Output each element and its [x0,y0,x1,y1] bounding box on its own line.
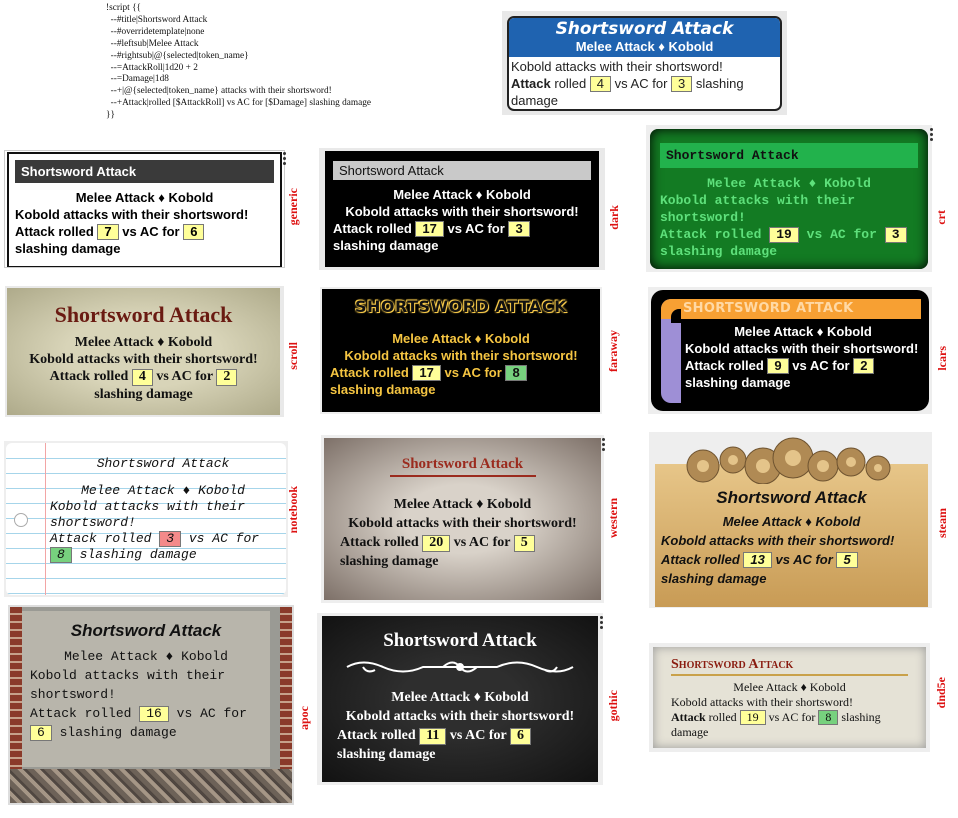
card-title: Shortsword Attack [96,456,230,471]
card-line: Kobold attacks with their shortsword! [685,341,919,356]
code-line: --=Damage|1d8 [106,74,169,85]
card-subtitle: Melee Attack ♦ Kobold [75,190,214,205]
card-subtitle: Melee Attack ♦ Kobold [81,483,245,498]
theme-label: steam [935,508,949,538]
card-line: Kobold attacks with their shortsword! [345,204,579,219]
divider [390,475,536,477]
steam-card: Shortsword Attack Melee Attack ♦ Kobold Kobold attacks with their shortsword! Attack rolled 13 vs AC for 5 slashing damage [649,432,932,608]
damage-roll[interactable]: 8 [505,365,526,381]
attack-roll[interactable]: 3 [159,531,181,547]
damage-roll[interactable]: 6 [30,725,52,741]
attack-roll[interactable]: 17 [412,365,440,381]
attack-roll[interactable]: 4 [590,76,611,92]
card-subtitle: Melee Attack ♦ Kobold [74,335,213,350]
card-line: Kobold attacks with their shortsword! [50,499,246,530]
gothic-card: Shortsword Attack Melee Attack ♦ Kobold Kobold attacks with their shortsword! Attack rolled 11 vs AC for 6 slashing damage [317,613,603,785]
card-line: Kobold attacks with their shortsword! [30,668,226,702]
code-line: --#overridetemplate|none [106,26,205,37]
code-line: !script {{ [106,3,141,13]
attack-roll[interactable]: 19 [769,227,799,243]
attack-roll[interactable]: 19 [740,710,766,725]
gears-icon [653,436,928,484]
generic-card: Shortsword Attack Melee Attack ♦ Kobold Kobold attacks with their shortsword! Attack rolled 7 vs AC for 6 slashing damage [4,150,285,268]
card-line: Kobold attacks with their shortsword! [660,193,856,225]
card-subtitle: Melee Attack ♦ Kobold [392,331,530,346]
card-subtitle: Melee Attack ♦ Kobold [64,649,228,664]
crt-card: Shortsword Attack Melee Attack ♦ Kobold Kobold attacks with their shortsword! Attack rolled 19 vs AC for 3 slashing damage [646,125,932,272]
card-title: Shortsword Attack [716,488,867,507]
scroll-card: Shortsword Attack Melee Attack ♦ Kobold Kobold attacks with their shortsword! Attack rolled 4 vs AC for 2 slashing damage [5,286,284,417]
card-title: Shortsword Attack [660,143,918,168]
damage-roll[interactable]: 3 [885,227,907,243]
code-line: --#leftsub|Melee Attack [106,38,199,49]
card-line: Kobold attacks with their shortsword! [29,352,258,367]
attack-roll[interactable]: 20 [422,535,450,552]
card-subtitle: Melee Attack ♦ Kobold [707,176,871,191]
card-title: Shortsword Attack [15,160,274,183]
card-line: Kobold attacks with their shortsword! [661,533,895,548]
code-line: --+|@{selected|token_name} attacks with their shortsword! [106,86,332,97]
theme-label: dark [607,205,621,230]
damage-roll[interactable]: 8 [50,547,72,563]
more-menu-icon[interactable] [600,616,603,631]
dark-card: Shortsword Attack Melee Attack ♦ Kobold Kobold attacks with their shortsword! Attack rolled 17 vs AC for 3 slashing damage [319,148,605,270]
card-subtitle: Melee Attack ♦ Kobold [393,187,531,202]
card-line: Kobold attacks with their shortsword! [345,709,575,724]
card-line: Kobold attacks with their shortsword! [511,59,723,74]
more-menu-icon[interactable] [930,128,933,143]
preview-card: Shortsword Attack Melee Attack ♦ Kobold Kobold attacks with their shortsword! Attack rolled 4 vs AC for 3 slashing damage [502,11,787,115]
rubble-decoration [10,769,292,803]
attack-roll[interactable]: 16 [139,706,169,722]
damage-roll[interactable]: 6 [183,224,204,240]
damage-roll[interactable]: 5 [836,552,857,568]
card-title: Shortsword Attack [70,621,222,640]
dnd5e-card: Shortsword Attack Melee Attack ♦ Kobold Kobold attacks with their shortsword! Attack rolled 19 vs AC for 8 slashing damage [649,643,930,752]
attack-roll[interactable]: 17 [415,221,443,237]
divider [671,674,908,676]
card-title: Shortsword Attack [401,456,524,472]
code-line: --#title|Shortsword Attack [106,14,208,25]
card-line: Kobold attacks with their shortsword! [671,695,853,709]
damage-roll[interactable]: 8 [818,710,838,725]
theme-label: generic [286,188,300,226]
card-title: Shortsword Attack [54,302,233,327]
damage-roll[interactable]: 3 [508,221,529,237]
lcars-card: SHORTSWORD ATTACK Melee Attack ♦ Kobold Kobold attacks with their shortsword! Attack rolled 9 vs AC for 2 slashing damage [648,287,932,414]
theme-label: gothic [606,690,620,722]
card-subtitle: Melee Attack ♦ Kobold [575,39,714,54]
theme-label: scroll [286,342,300,370]
card-title: Shortsword Attack [555,19,734,39]
attack-roll[interactable]: 9 [767,358,788,374]
binder-hole-icon [14,513,28,527]
more-menu-icon[interactable] [602,438,605,453]
card-title: SHORTSWORD ATTACK [354,297,568,316]
card-subtitle: Melee Attack ♦ Kobold [734,324,872,339]
code-line: }} [106,110,115,121]
script-code-block [106,3,371,122]
card-line: Kobold attacks with their shortsword! [15,207,249,222]
damage-roll[interactable]: 5 [514,535,535,552]
code-line: --#rightsub|@{selected|token_name} [106,50,249,61]
faraway-card: SHORTSWORD ATTACK Melee Attack ♦ Kobold Kobold attacks with their shortsword! Attack rolled 17 vs AC for 8 slashing damage [320,287,602,414]
attack-roll[interactable]: 4 [132,369,153,386]
attack-label: Attack [511,76,551,91]
attack-roll[interactable]: 13 [743,552,771,568]
attack-roll[interactable]: 11 [419,728,446,745]
theme-label: apoc [297,706,311,730]
card-subtitle: Melee Attack ♦ Kobold [393,497,532,512]
card-title: Shortsword Attack [671,657,794,672]
damage-roll[interactable]: 2 [216,369,237,386]
code-line: --+Attack|rolled [$AttackRoll] vs AC for [$Damage] slashing damage [106,98,372,109]
card-line: Kobold attacks with their shortsword! [344,348,578,363]
card-subtitle: Melee Attack ♦ Kobold [733,680,846,694]
damage-roll[interactable]: 3 [671,76,692,92]
card-subtitle: Melee Attack ♦ Kobold [722,514,861,529]
theme-label: western [606,498,620,538]
code-line: --=AttackRoll|1d20 + 2 [106,62,198,73]
damage-roll[interactable]: 2 [853,358,874,374]
card-title: SHORTSWORD ATTACK [683,301,854,316]
card-subtitle: Melee Attack ♦ Kobold [391,690,529,705]
ornament-divider-icon [343,656,577,678]
theme-label: lcars [935,346,949,371]
more-menu-icon[interactable] [283,152,286,167]
damage-roll[interactable]: 6 [510,728,531,745]
theme-label: notebook [286,486,300,534]
apoc-card: Shortsword Attack Melee Attack ♦ Kobold Kobold attacks with their shortsword! Attack rolled 16 vs AC for 6 slashing damage [8,605,294,805]
attack-roll[interactable]: 7 [97,224,118,240]
theme-label: dnd5e [934,677,948,709]
theme-label: faraway [606,330,620,372]
card-title: Shortsword Attack [383,630,537,651]
notebook-card: Shortsword Attack Melee Attack ♦ Kobold Kobold attacks with their shortsword! Attack rolled 3 vs AC for 8 slashing damage [4,441,288,597]
theme-label: crt [934,210,948,225]
card-line: Kobold attacks with their shortsword! [348,516,577,531]
western-card: Shortsword Attack Melee Attack ♦ Kobold Kobold attacks with their shortsword! Attack rolled 20 vs AC for 5 slashing damage [321,435,604,603]
card-title: Shortsword Attack [333,161,591,180]
